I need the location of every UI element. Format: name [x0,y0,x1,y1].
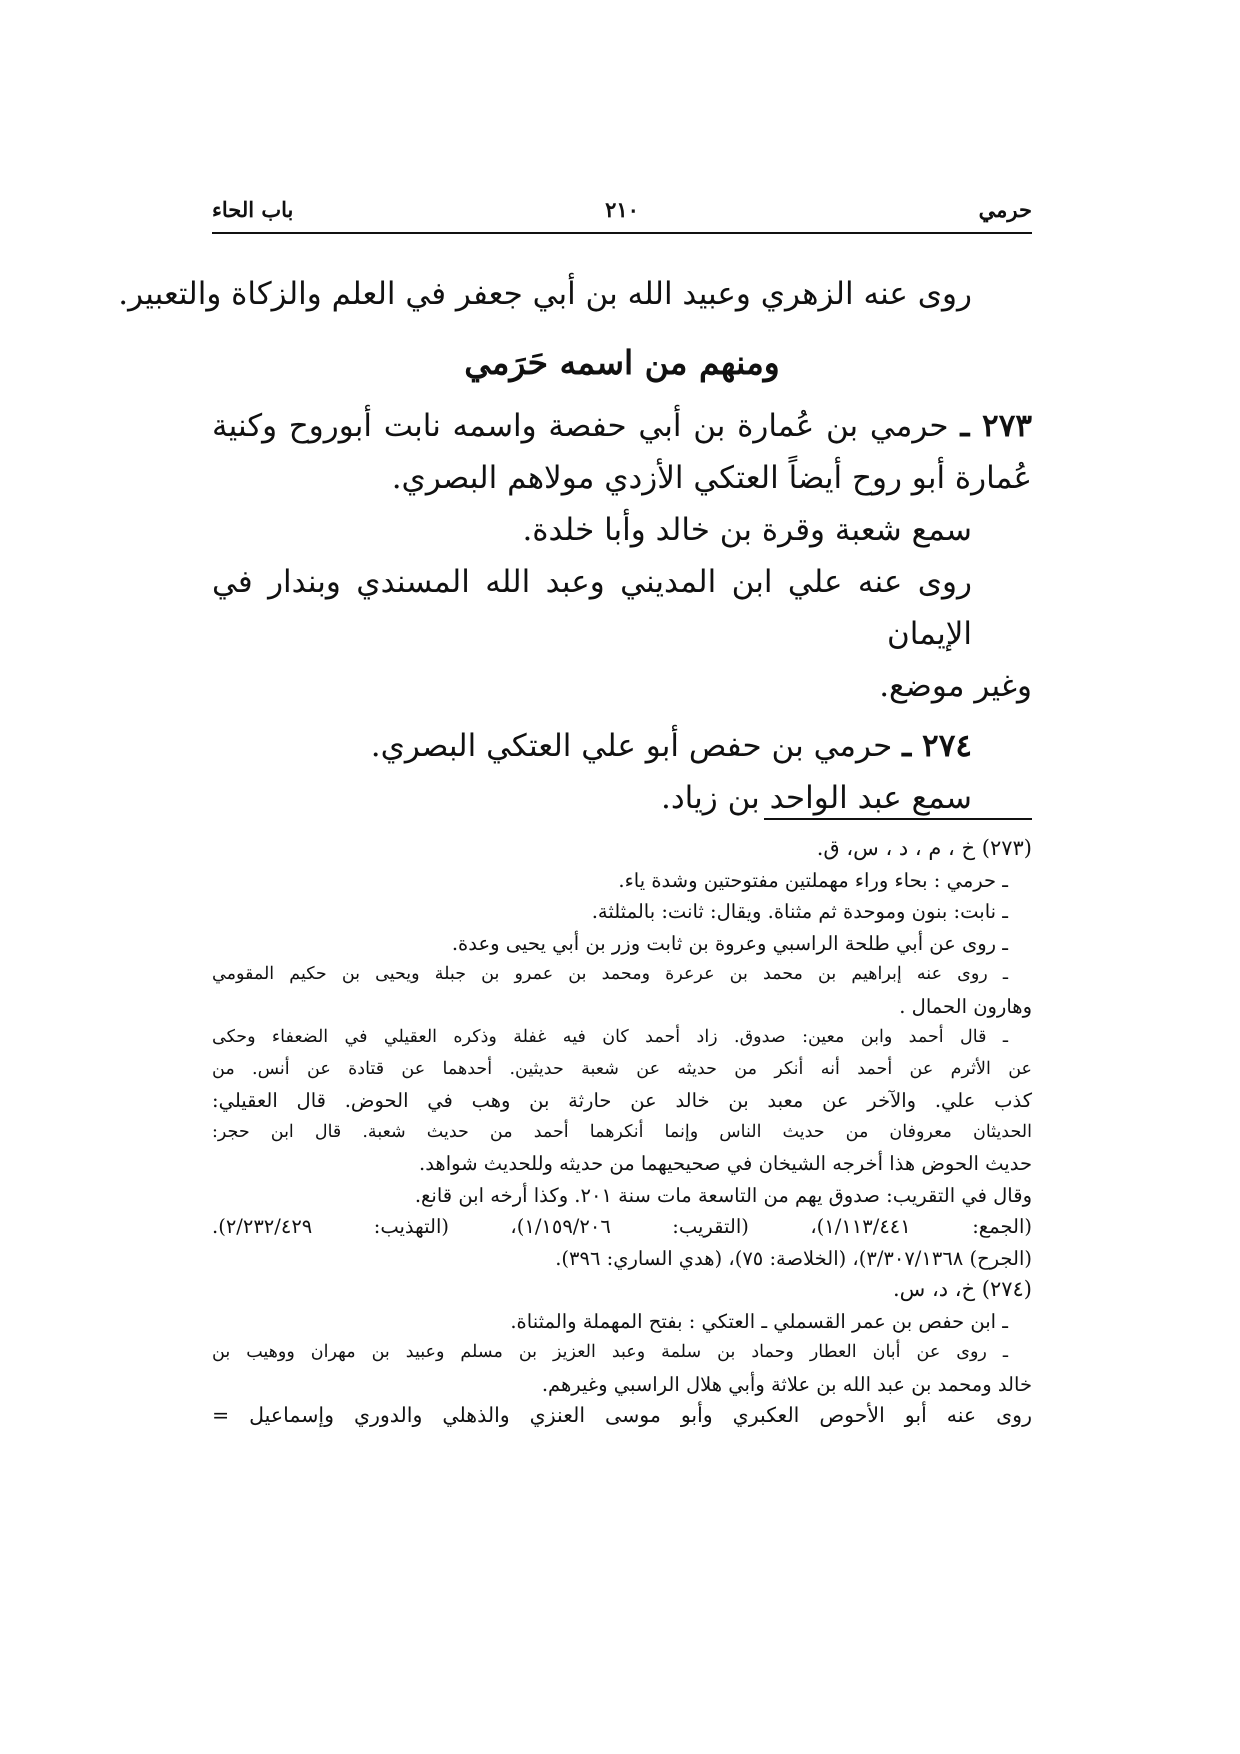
entry-273-line-4: روى عنه علي ابن المديني وعبد الله المسندي وبندار في الإيمان [212,564,972,652]
entry-273-line-3: سمع شعبة وقرة بن خالد وأبا خلدة. [522,512,972,548]
entry-273-line-1 [212,400,1032,452]
footnote-line: ـ نابت: بنون وموحدة ثم مثناة. ويقال: ثانت: بالمثلثة. [591,900,1008,923]
footnote-line: (الجمع: ١/١١٣/٤٤١)، (التقريب: ١/١٥٩/٢٠٦)، (التهذيب: ٢/٢٣٢/٤٢٩). [212,1215,1032,1238]
section-heading: ومنهم من اسمه حَرَمي [464,343,780,382]
text-line: روى عنه الزهري وعبيد الله بن أبي جعفر في العلم والزكاة والتعبير. [118,276,972,312]
footnote-line: عن الأثرم عن أحمد أنه أنكر من حديثه عن شعبة حديثين. أحدهما عن قتادة عن أنس. من [212,1058,1032,1079]
footnote-line: ـ ابن حفص بن عمر القسملي ـ العتكي : بفتح المهملة والمثناة. [510,1309,1008,1333]
footnote-line: ـ روى عن أبان العطار وحماد بن سلمة وعبد العزيز بن مسلم وعبيد بن مهران ووهيب بن [212,1342,1008,1362]
running-header [212,197,1032,231]
footnote-274-ref: (٢٧٤) خ، د، س. [892,1277,1032,1301]
footnote-line: خالد ومحمد بن عبد الله بن علاثة وأبي هلال الراسبي وغيرهم. [541,1372,1032,1396]
footnote-273-ref: (٢٧٣) خ ، م ، د ، س، ق. [816,836,1032,860]
footnote-line: ـ روى عن أبي طلحة الراسبي وعروة بن ثابت وزر بن أبي يحيى وعدة. [451,931,1008,955]
entry-274-line-1 [212,720,1032,772]
footnote-line: روى عنه أبو الأحوص العكبري وأبو موسى العنزي والذهلي والدوري وإسماعيل = [212,1403,1032,1427]
footnote-line: وقال في التقريب: صدوق يهم من التاسعة مات سنة ٢٠١. وكذا أرخه ابن قانع. [414,1183,1032,1207]
footnote-line: ـ حرمي : بحاء وراء مهملتين مفتوحتين وشدة ياء. [618,868,1008,892]
footnote-line: حديث الحوض هذا أخرجه الشيخان في صحيحيهما من حديثه وللحديث شواهد. [419,1152,1032,1175]
entry-273-line-5: وغير موضع. [879,668,1032,704]
footnote-line: ـ قال أحمد وابن معين: صدوق. زاد أحمد كان فيه غفلة وذكره العقيلي في الضعفاء وحكى [212,1027,1008,1047]
entry-273-line-2: عُمارة أبو روح أيضاً العتكي الأزدي مولاهم البصري. [391,460,1032,496]
footnotes [212,833,1032,1432]
footnote-line: الحديثان معروفان من حديث الناس وإنما أنكرهما أحمد من حديث شعبة. قال ابن حجر: [212,1121,1032,1142]
entry-274-text: حرمي بن حفص أبو علي العتكي البصري. [370,728,893,764]
footnote-line: (الجرح) ٣/٣٠٧/١٣٦٨)، (الخلاصة: ٧٥)، (هدي الساري: ٣٩٦). [555,1246,1032,1270]
main-text [118,268,1032,824]
footnote-line: وهارون الحمال . [899,994,1032,1018]
entry-274-line-2: سمع عبد الواحد بن زياد. [661,780,972,816]
header-rule [212,232,1032,234]
footnote-rule [764,818,1032,820]
header-chapter-title: باب الحاء [212,197,294,222]
page-number: ٢١٠ [605,197,639,222]
entry-273-text: حرمي بن عُمارة بن أبي حفصة واسمه نابت أبوروح وكنية [212,408,949,444]
header-entry-name: حرمي [978,197,1032,222]
footnote-line: ـ روى عنه إبراهيم بن محمد بن عرعرة ومحمد بن عمرو بن جبلة ويحيى بن حكيم المقومي [212,964,1008,984]
entry-274-number: ٢٧٤ ـ [902,728,972,764]
entry-273-number: ٢٧٣ ـ [960,408,1032,444]
footnote-line: كذب علي. والآخر عن معبد بن خالد عن حارثة بن وهب في الحوض. قال العقيلي: [212,1089,1032,1112]
